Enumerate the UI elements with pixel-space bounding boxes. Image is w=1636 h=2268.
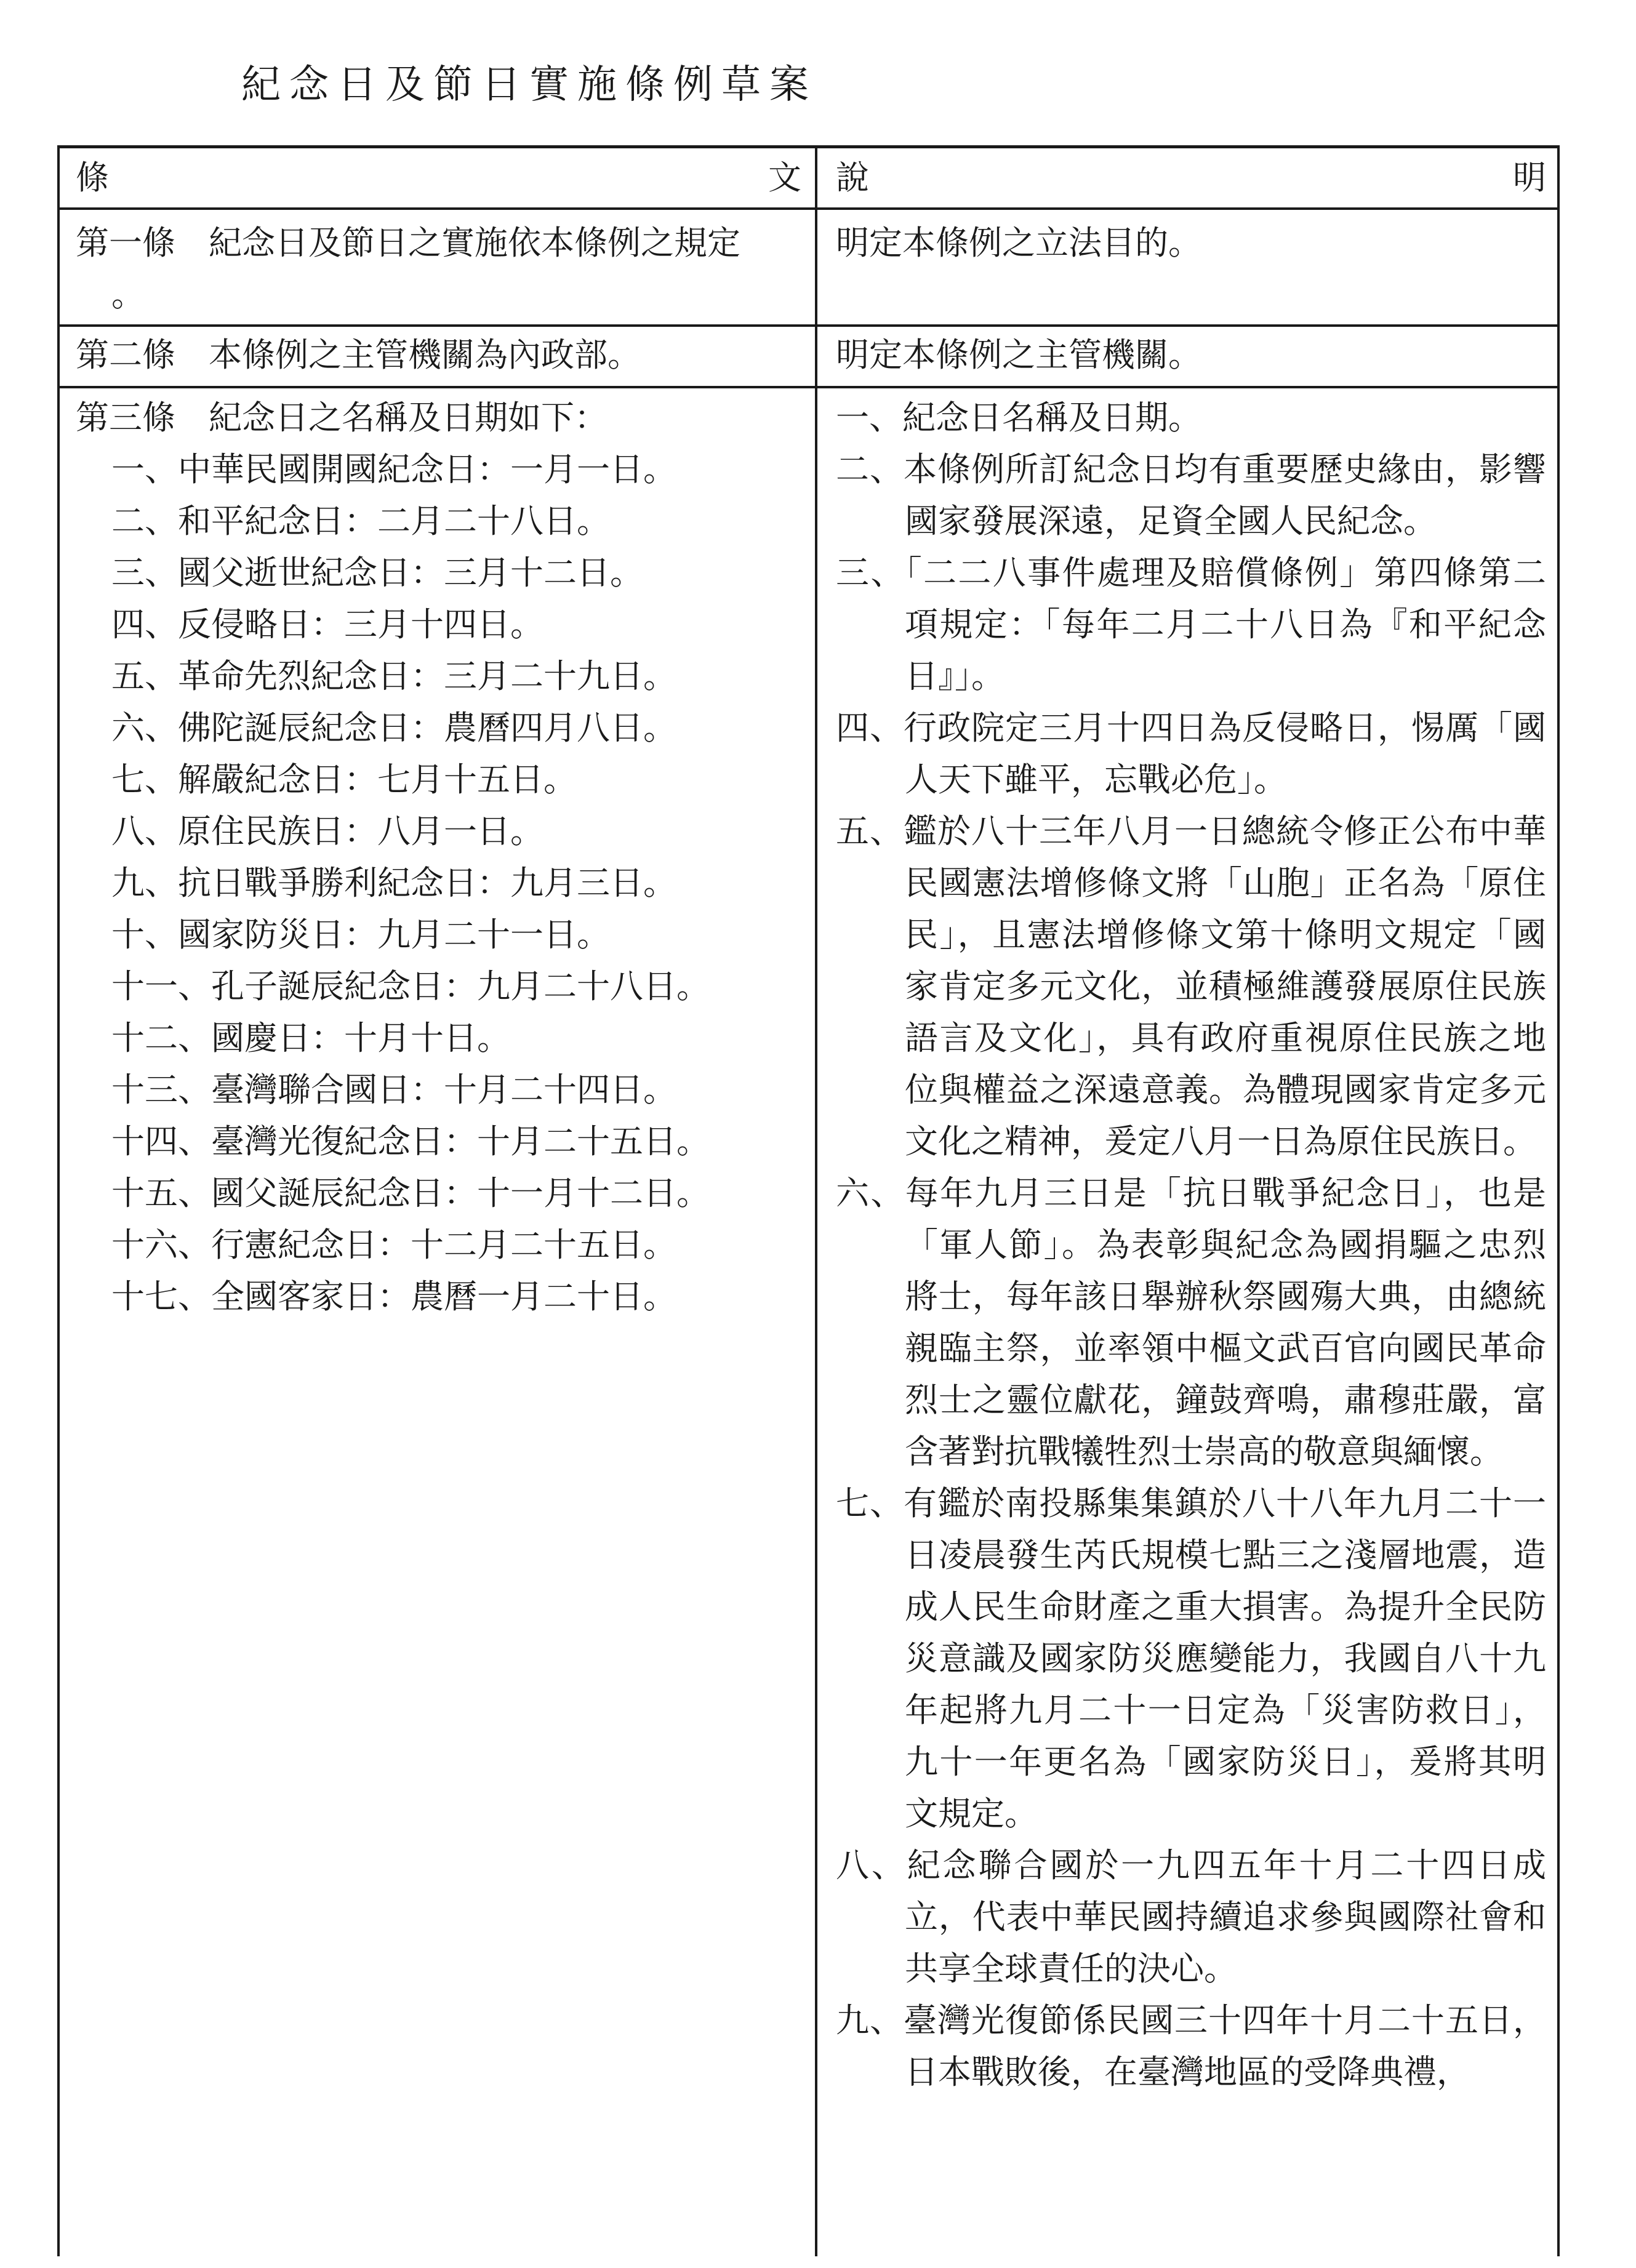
article-1-text: 第一條 紀念日及節日之實施依本條例之規定 xyxy=(76,223,740,262)
commemoration-day-item: 二、和平紀念日：二月二十八日。 xyxy=(111,502,610,540)
commemoration-day-item: 十六、行憲紀念日：十二月二十五日。 xyxy=(111,1225,676,1264)
commemoration-day-item: 十二、國慶日：十月十日。 xyxy=(111,1019,510,1057)
commemoration-day-item: 十一、孔子誕辰紀念日：九月二十八日。 xyxy=(111,967,710,1006)
explanation-note: 一、紀念日名稱及日期。 xyxy=(836,398,1201,437)
explanation-note: 二、本條例所訂紀念日均有重要歷史緣由，影響國家發展深遠，足資全國人民紀念。 xyxy=(836,450,1546,540)
document-title: 紀念日及節日實施條例草案 xyxy=(241,62,817,108)
commemoration-day-item: 六、佛陀誕辰紀念日：農曆四月八日。 xyxy=(111,708,676,747)
explanation-note: 七、有鑑於南投縣集集鎮於八十八年九月二十一日凌晨發生芮氏規模七點三之淺層地震，造成人民生命財產之重大損害。為提升全民防災意識及國家防災應變能力，我國自八十九年起將九月二十一日定為「災害防救日」，九十一年更名為「國家防災日」，爰將其明文規定。 xyxy=(836,1484,1546,1833)
explanation-cell xyxy=(817,210,1557,324)
explanation-1-text: 明定本條例之立法目的。 xyxy=(836,223,1201,262)
explanation-note: 八、紀念聯合國於一九四五年十月二十四日成立，代表中華民國持續追求參與國際社會和共享全球責任的決心。 xyxy=(836,1846,1546,1988)
commemoration-day-item: 九、抗日戰爭勝利紀念日：九月三日。 xyxy=(111,864,676,902)
commemoration-day-item: 十、國家防災日：九月二十一日。 xyxy=(111,915,610,954)
header-explanation-left-char: 說 xyxy=(836,158,869,197)
commemoration-day-item: 四、反侵略日：三月十四日。 xyxy=(111,605,543,644)
article-1-continuation: 。 xyxy=(111,275,145,314)
commemoration-day-item: 五、革命先烈紀念日：三月二十九日。 xyxy=(111,657,676,695)
article-3-heading: 第三條 紀念日之名稱及日期如下： xyxy=(76,398,607,437)
table-row xyxy=(60,327,1557,388)
article-cell xyxy=(60,327,817,386)
explanation-note: 五、鑑於八十三年八月一日總統令修正公布中華民國憲法增修條文將「山胞」正名為「原住民」，且憲法增修條文第十條明文規定「國家肯定多元文化，並積極維護發展原住民族語言及文化」，具有政府重視原住民族之地位與權益之深遠意義。為體現國家肯定多元文化之精神，爰定八月一日為原住民族日。 xyxy=(836,812,1546,1161)
article-cell xyxy=(60,210,817,324)
article-2-text: 第二條 本條例之主管機關為內政部。 xyxy=(76,335,641,374)
explanation-note: 三、「二二八事件處理及賠償條例」第四條第二項規定：「每年二月二十八日為『和平紀念日』」。 xyxy=(836,553,1546,695)
explanation-note: 九、臺灣光復節係民國三十四年十月二十五日，日本戰敗後，在臺灣地區的受降典禮， xyxy=(836,2001,1546,2091)
commemoration-day-item: 十三、臺灣聯合國日：十月二十四日。 xyxy=(111,1070,676,1109)
explanation-2-text: 明定本條例之主管機關。 xyxy=(836,335,1201,374)
table-row xyxy=(60,210,1557,327)
commemoration-day-item: 十四、臺灣光復紀念日：十月二十五日。 xyxy=(111,1122,710,1161)
explanation-note: 六、每年九月三日是「抗日戰爭紀念日」，也是「軍人節」。為表彰與紀念為國捐驅之忠烈將士，每年該日舉辦秋祭國殤大典，由總統親臨主祭，並率領中樞文武百官向國民革命烈士之靈位獻花，鐘鼓齊鳴，肅穆莊嚴，富含著對抗戰犧牲烈士崇高的敬意與緬懷。 xyxy=(836,1174,1546,1471)
article-cell xyxy=(60,388,817,2256)
header-article-right-char: 文 xyxy=(768,158,801,197)
header-article-column xyxy=(60,148,817,207)
header-explanation-right-char: 明 xyxy=(1513,158,1546,197)
explanation-cell xyxy=(817,327,1557,386)
explanation-note: 四、行政院定三月十四日為反侵略日，惕厲「國人天下雖平，忘戰必危」。 xyxy=(836,708,1546,799)
table-header-row xyxy=(60,148,1557,210)
explanation-cell xyxy=(817,388,1557,2256)
commemoration-day-item: 一、中華民國開國紀念日：一月一日。 xyxy=(111,450,676,489)
commemoration-day-item: 十七、全國客家日：農曆一月二十日。 xyxy=(111,1277,676,1316)
header-article-left-char: 條 xyxy=(76,158,109,197)
header-explanation-column xyxy=(817,148,1557,207)
provisions-table xyxy=(57,145,1560,2256)
commemoration-day-item: 十五、國父誕辰紀念日：十一月十二日。 xyxy=(111,1174,710,1212)
table-row xyxy=(60,388,1557,2256)
commemoration-day-item: 三、國父逝世紀念日：三月十二日。 xyxy=(111,553,643,592)
commemoration-day-item: 八、原住民族日：八月一日。 xyxy=(111,812,543,851)
commemoration-day-item: 七、解嚴紀念日：七月十五日。 xyxy=(111,760,577,799)
